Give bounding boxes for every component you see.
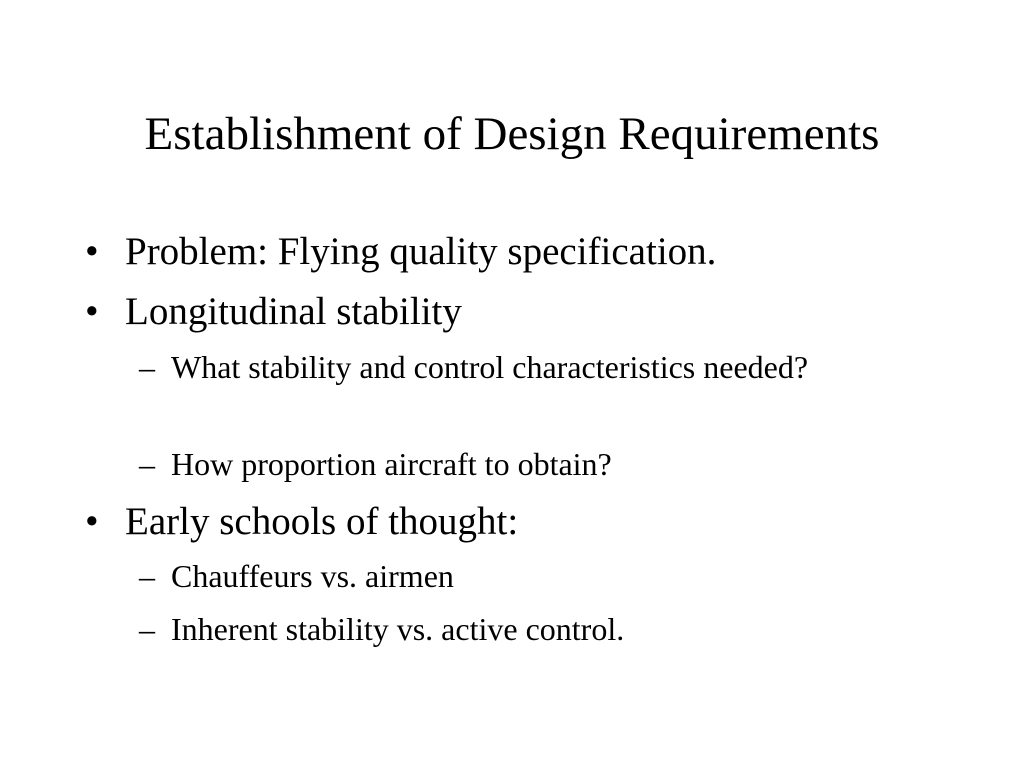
- sub-bullet-marker: –: [139, 446, 155, 482]
- bullet-marker: •: [85, 290, 99, 333]
- sub-bullet-text: Inherent stability vs. active control.: [171, 611, 625, 647]
- sub-bullet-text: How proportion aircraft to obtain?: [171, 446, 612, 482]
- sub-bullet-marker: –: [139, 349, 155, 385]
- sub-bullet-item: [139, 348, 859, 387]
- sub-bullet-marker: –: [139, 611, 155, 647]
- bullet-item: [85, 290, 462, 334]
- sub-bullet-text: What stability and control characteristics needed?: [171, 349, 809, 385]
- sub-bullet-marker: –: [139, 558, 155, 594]
- bullet-text: Early schools of thought:: [125, 500, 519, 543]
- sub-bullet-text: Chauffeurs vs. airmen: [171, 558, 454, 594]
- sub-bullet-item: [139, 557, 859, 596]
- sub-bullet-item: [139, 610, 859, 649]
- bullet-text: Problem: Flying quality specification.: [125, 230, 717, 273]
- bullet-text: Longitudinal stability: [125, 290, 462, 333]
- bullet-item: [85, 500, 518, 544]
- slide-title: Establishment of Design Requirements: [144, 108, 880, 160]
- bullet-marker: •: [85, 230, 99, 273]
- sub-bullet-item: [139, 445, 859, 484]
- bullet-item: [85, 230, 716, 274]
- bullet-marker: •: [85, 500, 99, 543]
